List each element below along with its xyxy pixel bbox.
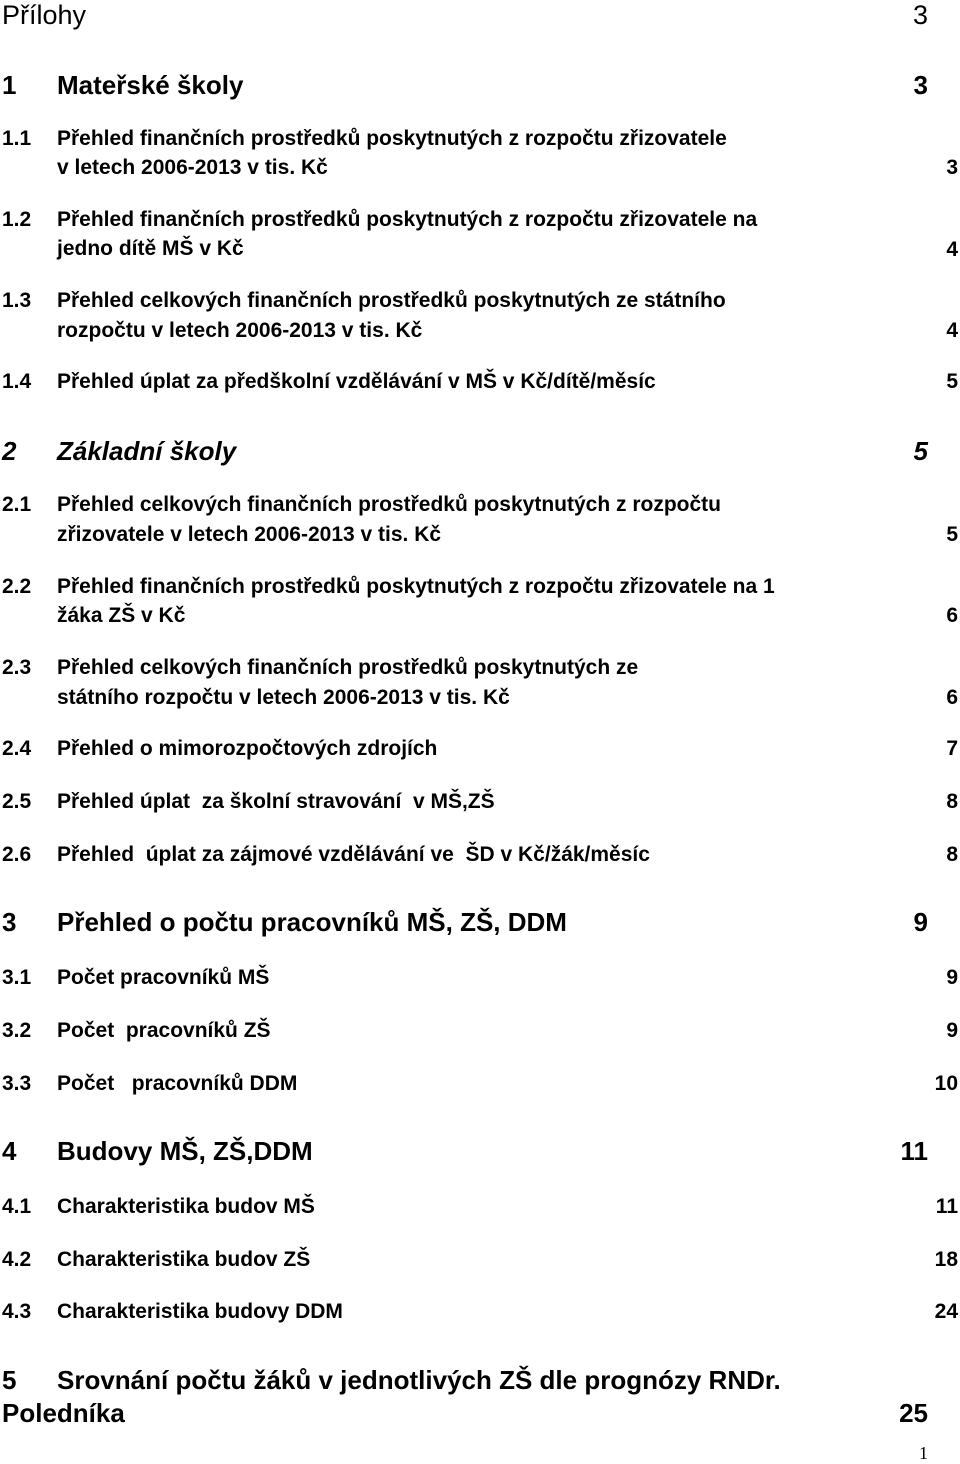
toc-entry-3-3[interactable]: [0, 1071, 960, 1097]
toc-entry-title: Přehled finančních prostředků poskytnutých z rozpočtu zřizovatele: [57, 127, 727, 150]
toc-entry-title: Přehled úplat za školní stravování v MŠ,ZŠ: [57, 790, 495, 813]
toc-entry-page: 11: [935, 1195, 958, 1218]
toc-entry-page: 8: [946, 790, 958, 813]
toc-chapter-5[interactable]: [0, 1365, 960, 1429]
toc-entry-title: Počet pracovníků MŠ: [57, 966, 270, 989]
toc-chapter-title-cont: Poledníka: [2, 1398, 125, 1428]
toc-entry-title: Přehled o mimorozpočtových zdrojích: [57, 737, 438, 760]
toc-chapter-3[interactable]: [0, 907, 960, 937]
toc-entry-title-cont: státního rozpočtu v letech 2006-2013 v tis. Kč: [57, 686, 510, 709]
toc-entry-page: 8: [946, 843, 958, 866]
toc-entry-title: Přehled finančních prostředků poskytnutých z rozpočtu zřizovatele na: [57, 208, 758, 231]
toc-chapter-1[interactable]: [0, 70, 960, 100]
toc-entry-title: Počet pracovníků DDM: [57, 1072, 298, 1095]
toc-entry-2-3[interactable]: [0, 655, 960, 711]
toc-entry-number: 1.2: [2, 208, 32, 231]
toc-chapter-title: Srovnání počtu žáků v jednotlivých ZŠ dle prognózy RNDr.: [57, 1365, 781, 1395]
toc-entry-title: Přehled finančních prostředků poskytnutých z rozpočtu zřizovatele na 1: [57, 575, 775, 598]
toc-entry-page: 6: [946, 686, 958, 709]
toc-chapter-4[interactable]: [0, 1136, 960, 1166]
toc-entry-page: 18: [934, 1248, 958, 1271]
toc-entry-title: Charakteristika budovy DDM: [57, 1300, 343, 1323]
page-number: 1: [919, 1443, 928, 1463]
toc-entry-number: 2.5: [2, 790, 32, 813]
toc-entry-page: 6: [946, 604, 958, 627]
toc-entry-number: 2.3: [2, 656, 32, 679]
toc-entry-2-4[interactable]: [0, 736, 960, 762]
toc-chapter-title: Přehled o počtu pracovníků MŠ, ZŠ, DDM: [57, 907, 567, 937]
toc-chapter-page: 11: [900, 1136, 928, 1166]
toc-entry-3-1[interactable]: [0, 965, 960, 991]
toc-entry-number: 2.1: [2, 493, 32, 516]
toc-entry-title-cont: zřizovatele v letech 2006-2013 v tis. Kč: [57, 523, 442, 546]
toc-entry-page: 4: [946, 238, 958, 261]
toc-entry-4-1[interactable]: [0, 1194, 960, 1220]
toc-entry-title-cont: jedno dítě MŠ v Kč: [57, 237, 244, 260]
toc-entry-number: 1.3: [2, 289, 32, 312]
toc-chapter-2[interactable]: [0, 436, 960, 466]
toc-entry-number: 1.4: [2, 370, 32, 393]
toc-entry-2-6[interactable]: [0, 842, 960, 868]
toc-chapter-title: Mateřské školy: [57, 70, 244, 100]
toc-heading-label: Přílohy: [2, 0, 87, 30]
toc-entry-title-cont: v letech 2006-2013 v tis. Kč: [57, 156, 328, 179]
toc-entry-number: 4.3: [2, 1300, 32, 1323]
toc-entry-title: Charakteristika budov ZŠ: [57, 1248, 311, 1271]
toc-heading-page: 3: [912, 0, 928, 30]
toc-entry-title: Přehled úplat za předškolní vzdělávání v MŠ v Kč/dítě/měsíc: [57, 370, 656, 393]
toc-entry-1-1[interactable]: [0, 126, 960, 182]
toc-entry-1-2[interactable]: [0, 207, 960, 263]
toc-entry-title: Přehled úplat za zájmové vzdělávání ve ŠD v Kč/žák/měsíc: [57, 843, 650, 866]
toc-chapter-number: 4: [2, 1136, 17, 1166]
toc-chapter-number: 3: [2, 907, 17, 937]
toc-entry-1-4[interactable]: [0, 369, 960, 395]
toc-entry-1-3[interactable]: [0, 288, 960, 344]
toc-entry-number: 2.4: [2, 737, 32, 760]
toc-entry-page: 5: [946, 523, 958, 546]
toc-entry-number: 1.1: [2, 127, 32, 150]
toc-chapter-page: 3: [913, 70, 928, 100]
toc-entry-number: 2.6: [2, 843, 32, 866]
toc-entry-page: 4: [946, 319, 958, 342]
toc-entry-4-3[interactable]: [0, 1299, 960, 1325]
toc-heading: [0, 0, 960, 34]
toc-chapter-title: Základní školy: [57, 436, 237, 466]
toc-entry-number: 3.3: [2, 1072, 32, 1095]
toc-entry-page: 24: [934, 1300, 958, 1323]
toc-chapter-title: Budovy MŠ, ZŠ,DDM: [57, 1136, 313, 1166]
toc-chapter-number: 2: [2, 436, 17, 466]
toc-entry-page: 5: [946, 370, 958, 393]
toc-entry-page: 3: [946, 156, 958, 179]
toc-entry-page: 10: [934, 1072, 958, 1095]
toc-entry-2-2[interactable]: [0, 574, 960, 630]
toc-entry-page: 7: [946, 737, 958, 760]
toc-entry-title: Přehled celkových finančních prostředků poskytnutých ze: [57, 656, 639, 679]
toc-entry-page: 9: [946, 966, 958, 989]
toc-chapter-number: 1: [2, 70, 17, 100]
toc-entry-number: 4.1: [2, 1195, 32, 1218]
toc-entry-title: Přehled celkových finančních prostředků poskytnutých ze státního: [57, 289, 726, 312]
toc-chapter-page: 25: [899, 1398, 928, 1428]
toc-entry-4-2[interactable]: [0, 1247, 960, 1273]
toc-entry-title-cont: žáka ZŠ v Kč: [57, 604, 186, 627]
toc-entry-title: Charakteristika budov MŠ: [57, 1195, 315, 1218]
toc-entry-3-2[interactable]: [0, 1018, 960, 1044]
toc-entry-title: Počet pracovníků ZŠ: [57, 1019, 271, 1042]
toc-entry-page: 9: [946, 1019, 958, 1042]
toc-entry-2-5[interactable]: [0, 789, 960, 815]
toc-chapter-number: 5: [2, 1365, 17, 1395]
toc-entry-title: Přehled celkových finančních prostředků poskytnutých z rozpočtu: [57, 493, 721, 516]
toc-chapter-page: 5: [913, 436, 928, 466]
toc-entry-number: 3.2: [2, 1019, 32, 1042]
toc-chapter-page: 9: [913, 907, 928, 937]
toc-entry-number: 4.2: [2, 1248, 32, 1271]
toc-entry-number: 2.2: [2, 575, 32, 598]
toc-entry-number: 3.1: [2, 966, 32, 989]
toc-entry-2-1[interactable]: [0, 492, 960, 548]
toc-entry-title-cont: rozpočtu v letech 2006-2013 v tis. Kč: [57, 319, 423, 342]
